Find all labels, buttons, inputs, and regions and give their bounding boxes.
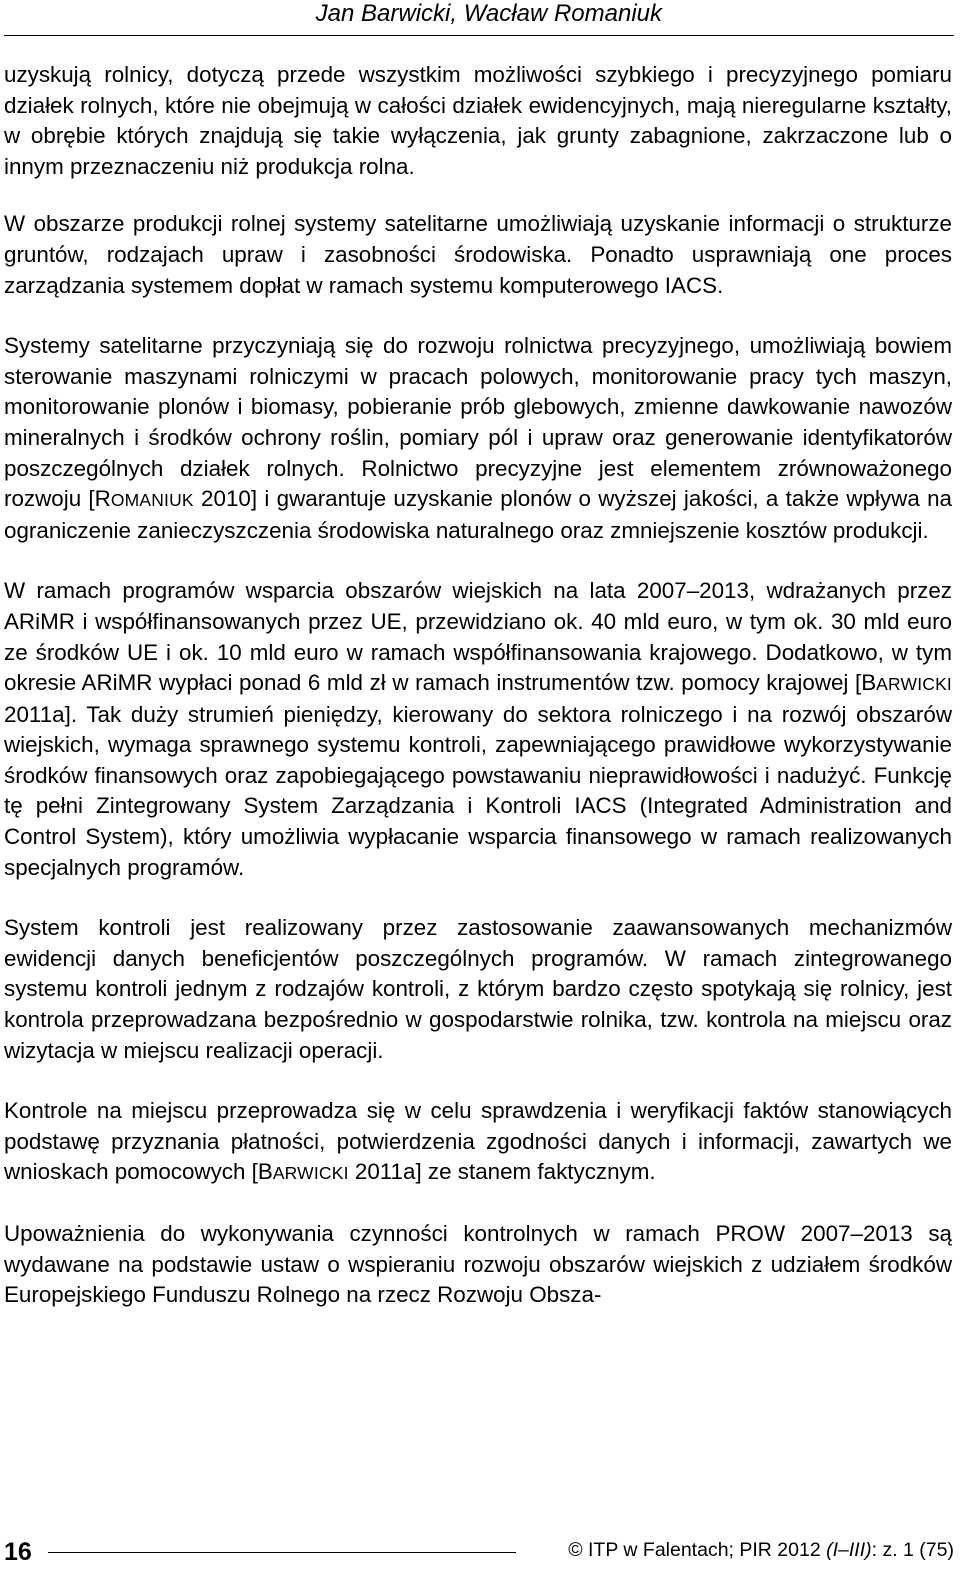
paragraph-6-text-b: 2011a] ze stanem faktycznym. — [348, 1159, 656, 1185]
paragraph-7: Upoważnienia do wykonywania czynności kontrolnych w ramach PROW 2007–2013 są wydawane na podstawie ustaw o wspieraniu rozwoju obszarów wiejskich z udziałem środków Europejskiego Funduszu Rolnego na rzecz Rozwoju Obsza- — [4, 1221, 952, 1308]
paragraph-3-text-b: 2010] i gwarantuje uzyskanie plonów o wyższej jakości, a także wpływa na ograniczenie zanieczyszczenia środowiska naturalnego oraz zmniejszenie kosztów produkcji. — [4, 486, 952, 543]
journal-citation-prefix: © ITP w Falentach; PIR 2012 — [568, 1539, 827, 1561]
paragraph-4-text-b: 2011a]. Tak duży strumień pieniędzy, kierowany do sektora rolniczego i na rozwój obszarów wiejskich, wymaga sprawnego systemu kontroli, zapewniającego prawidłowe wykorzystywanie środków finansowych oraz zapobiegającego powstawaniu nieprawidłowości i nadużyć. Funkcję tę pełni Zintegrowany System Zarządzania i Kontroli IACS (Integrated Administration and Control System), który umożliwia wypłacanie wsparcia finansowego w ramach realizowanych specjalnych programów. — [4, 701, 952, 880]
paragraph-4-text-a: W ramach programów wsparcia obszarów wiejskich na lata 2007–2013, wdrażanych przez ARiMR i współfinansowanych przez UE, przewidziano ok. 40 mld euro, w tym ok. 30 mld euro ze środków UE i ok. 10 mld euro w ramach współfinansowania krajowego. Dodatkowo, w tym okresie ARiMR wypłaci ponad 6 mld zł w ramach instrumentów tzw. pomocy krajowej [B — [4, 578, 952, 696]
paragraph-5: System kontroli jest realizowany przez zastosowanie zaawansowanych mechanizmów ewidencji danych beneficjentów poszczególnych programów. W ramach zintegrowanego systemu kontroli jednym z rodzajów kontroli, z którym bardzo często spotykają się rolnicy, jest kontrola przeprowadzana bezpośrednio w gospodarstwie rolnika, tzw. kontrola na miejscu oraz wizytacja w miejscu realizacji operacji. — [4, 915, 952, 1063]
paragraph-6-text-a: Kontrole na miejscu przeprowadza się w celu sprawdzenia i weryfikacji faktów stanowiących podstawę przyznania płatności, potwierdzenia zgodności danych i informacji, zawartych we wnioskach pomocowych [B — [4, 1098, 952, 1185]
citation-barwicki: ARWICKI — [876, 674, 952, 695]
journal-citation — [568, 1539, 954, 1562]
running-header-authors: Jan Barwicki, Wacław Romaniuk — [315, 0, 662, 27]
body-text — [4, 60, 952, 1341]
page-number: 16 — [4, 1538, 32, 1566]
footer-divider — [48, 1552, 516, 1553]
journal-issue-italic: (I–III) — [826, 1539, 872, 1561]
paragraph-6 — [4, 1096, 952, 1189]
paragraph-1: uzyskują rolnicy, dotyczą przede wszystkim możliwości szybkiego i precyzyjnego pomiaru działek rolnych, które nie obejmują w całości działek ewidencyjnych, mają nieregularne kształty, w obrębie których znajdują się takie wyłączenia, jak grunty zabagnione, zakrzaczone lub o innym przeznaczeniu niż produkcja rolna. — [4, 62, 952, 179]
journal-issue-suffix: : z. 1 (75) — [871, 1539, 954, 1561]
paragraph-4 — [4, 576, 952, 883]
paragraph-3-text-a: Systemy satelitarne przyczyniają się do rozwoju rolnictwa precyzyjnego, umożliwiają bowiem sterowanie maszynami rolniczymi w pracach polowych, monitorowanie pracy tych maszyn, monitorowanie plonów i biomasy, pobieranie prób glebowych, zmienne dawkowanie nawozów mineralnych i środków ochrony roślin, pomiary pól i upraw oraz generowanie identyfikatorów poszczególnych działek rolnych. Rolnictwo precyzyjne jest elementem zrównoważonego rozwoju [R — [4, 333, 952, 512]
paragraph-2: W obszarze produkcji rolnej systemy satelitarne umożliwiają uzyskanie informacji o strukturze gruntów, rodzajach upraw i zasobności środowiska. Ponadto usprawniają one proces zarządzania systemem dopłat w ramach systemu komputerowego IACS. — [4, 211, 952, 298]
citation-romaniuk: OMANIUK — [110, 490, 194, 511]
paragraph-3 — [4, 331, 952, 546]
citation-barwicki-2: ARWICKI — [272, 1163, 349, 1184]
header-divider — [4, 35, 954, 36]
